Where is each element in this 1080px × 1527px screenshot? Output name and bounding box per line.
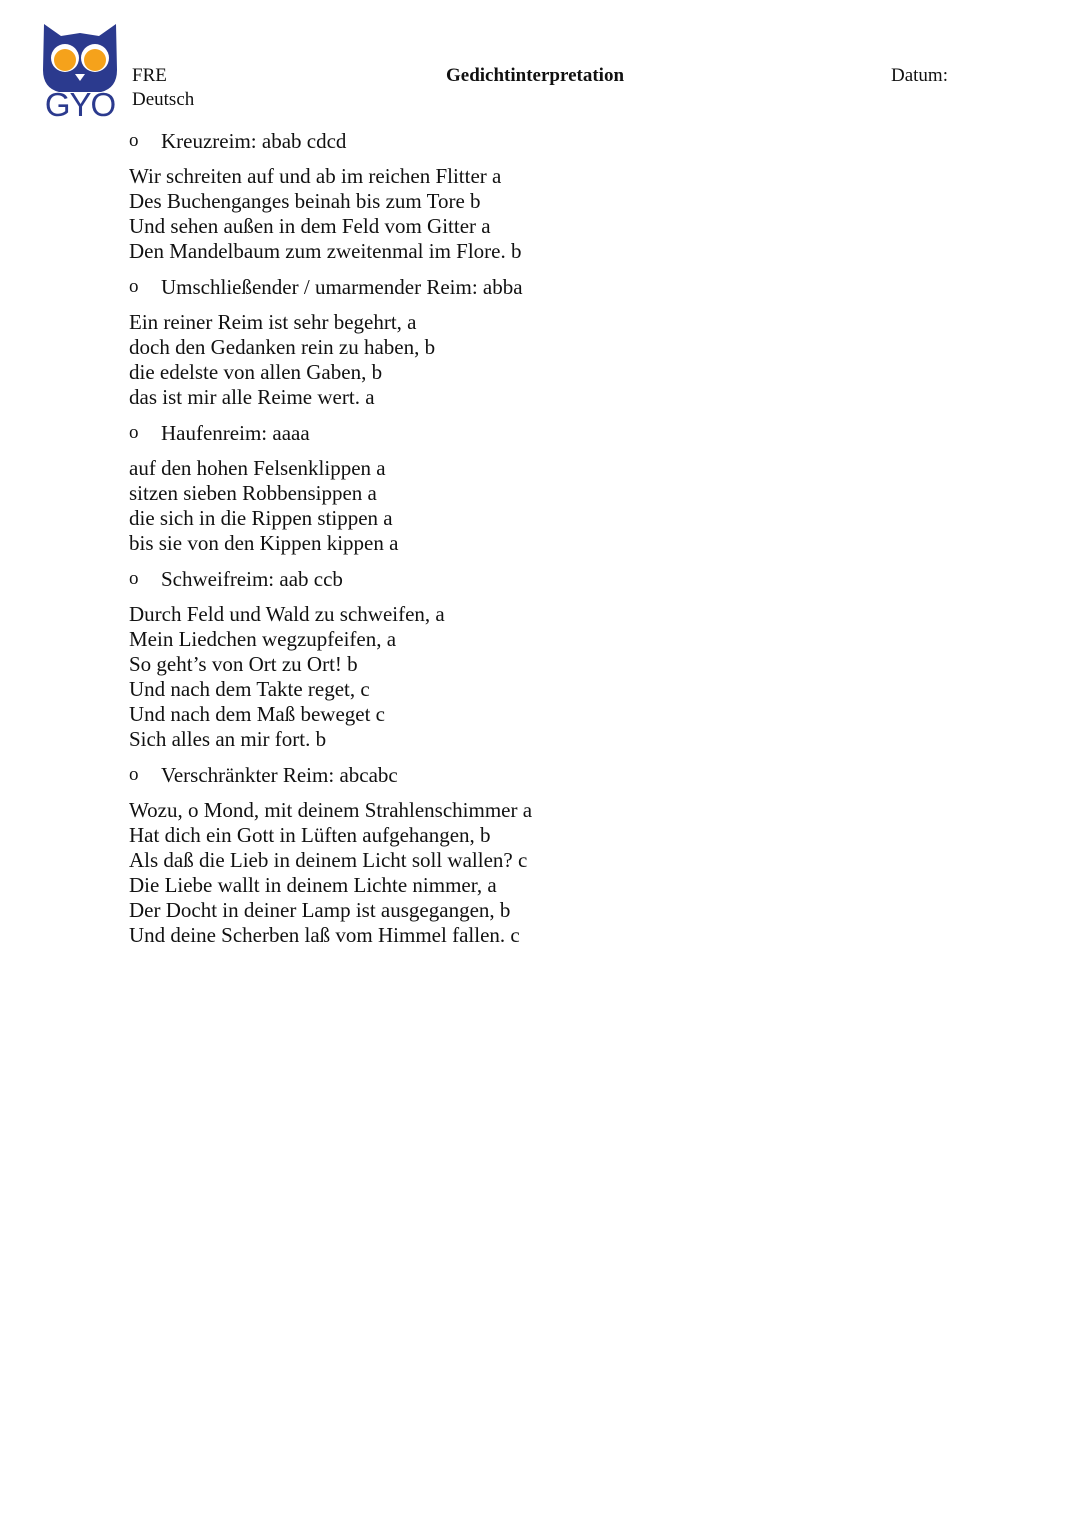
poem-line: Wozu, o Mond, mit deinem Strahlenschimmer a [129,798,533,822]
teacher-label: FRE [132,65,167,86]
poem-line: doch den Gedanken rein zu haben, b [129,335,436,359]
poem-line: Und nach dem Maß beweget c [129,702,385,726]
poem-example [129,310,829,410]
document-title: Gedichtinterpretation [446,65,625,86]
date-label: Datum: [891,65,948,86]
rhyme-type-heading [129,128,829,154]
poem-line: Durch Feld und Wald zu schweifen, a [129,602,445,626]
logo-text: GYO [44,86,116,123]
poem-line: So geht’s von Ort zu Ort! b [129,652,358,676]
poem-line: Sich alles an mir fort. b [129,727,327,751]
poem-line: Den Mandelbaum zum zweitenmal im Flore. b [129,239,522,263]
document-body [129,128,829,958]
poem-line: Hat dich ein Gott in Lüften aufgehangen, b [129,823,491,847]
bullet-circle-icon: o [129,130,139,151]
rhyme-type-heading [129,420,829,446]
poem-line: auf den hohen Felsenklippen a [129,456,386,480]
poem-line: Ein reiner Reim ist sehr begehrt, a [129,310,417,334]
poem-line: Und sehen außen in dem Feld vom Gitter a [129,214,491,238]
poem-line: bis sie von den Kippen kippen a [129,531,399,555]
poem-line: sitzen sieben Robbensippen a [129,481,377,505]
poem-line: Als daß die Lieb in deinem Licht soll wallen? c [129,848,528,872]
bullet-circle-icon: o [129,276,139,297]
rhyme-type-label: Schweifreim: aab ccb [161,567,343,591]
rhyme-type-heading [129,762,829,788]
poem-line: Wir schreiten auf und ab im reichen Flitter a [129,164,502,188]
bullet-circle-icon: o [129,422,139,443]
poem-line: Des Buchenganges beinah bis zum Tore b [129,189,481,213]
bullet-circle-icon: o [129,764,139,785]
poem-line: Die Liebe wallt in deinem Lichte nimmer, a [129,873,497,897]
rhyme-type-heading [129,566,829,592]
header-meta [132,64,194,112]
school-logo [37,18,123,123]
poem-example [129,602,829,752]
poem-line: Der Docht in deiner Lamp ist ausgegangen, b [129,898,511,922]
rhyme-type-label: Umschließender / umarmender Reim: abba [161,275,523,299]
rhyme-type-label: Kreuzreim: abab cdcd [161,129,347,153]
poem-line: Und nach dem Takte reget, c [129,677,370,701]
poem-line: die edelste von allen Gaben, b [129,360,383,384]
rhyme-type-label: Verschränkter Reim: abcabc [161,763,398,787]
poem-line: das ist mir alle Reime wert. a [129,385,375,409]
poem-line: Und deine Scherben laß vom Himmel fallen. c [129,923,520,947]
rhyme-type-heading [129,274,829,300]
poem-example [129,798,829,948]
rhyme-type-label: Haufenreim: aaaa [161,421,310,445]
poem-line: die sich in die Rippen stippen a [129,506,393,530]
poem-example [129,164,829,264]
poem-example [129,456,829,556]
bullet-circle-icon: o [129,568,139,589]
subject-label: Deutsch [132,89,195,110]
poem-line: Mein Liedchen wegzupfeifen, a [129,627,397,651]
